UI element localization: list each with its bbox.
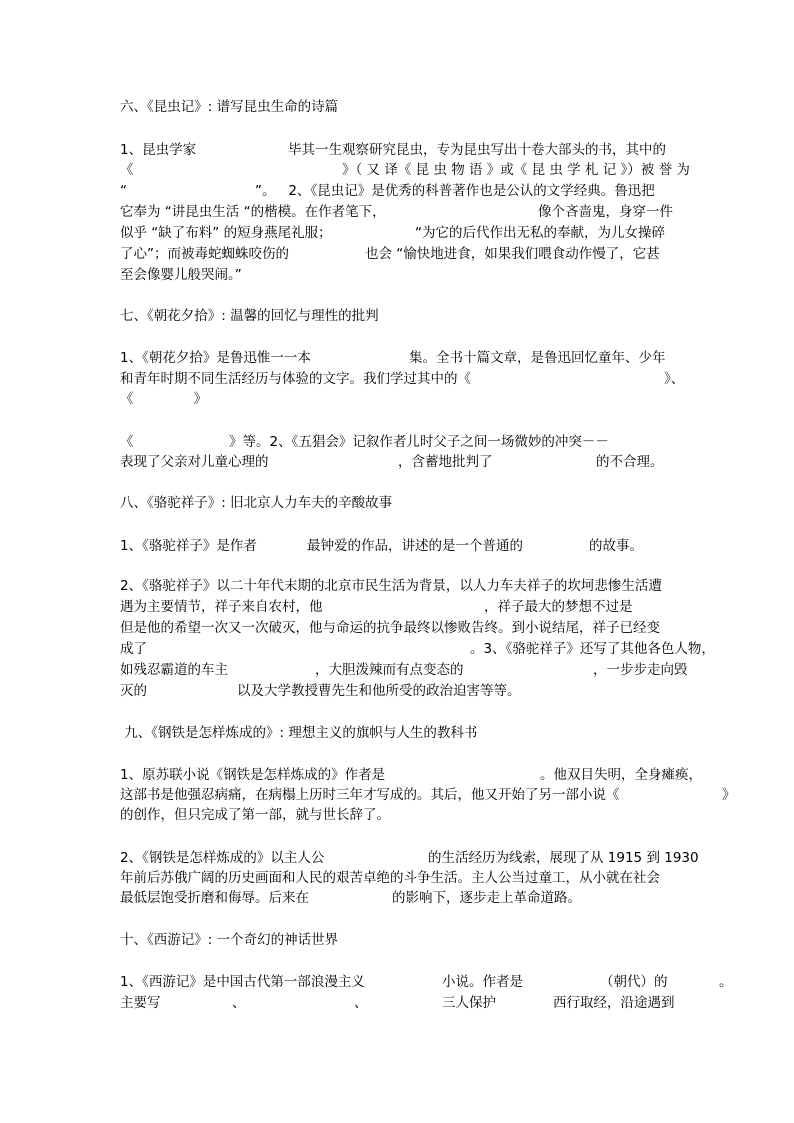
text-line: 最低层饱受折磨和侮辱。后来在	[120, 890, 309, 906]
text-line: 《	[120, 162, 134, 178]
text-line: 的影响下，逐步走上革命道路。	[392, 890, 581, 906]
text-line: 1、《西游记》是中国古代第一部浪漫主义	[120, 974, 365, 990]
text-line: 的不合理。	[596, 454, 664, 470]
text-line: 1、《朝花夕拾》是鲁迅惟一一本	[120, 350, 311, 366]
text-line: 但是他的希望一次又一次破灭，他与命运的抗争最终以惨败告终。到小说结尾，祥子已经变	[120, 620, 660, 636]
text-line: 。3、《骆驼祥子》还写了其他各色人物，	[470, 641, 715, 657]
text-line: 》（ 又 译《 昆 虫 物 语 》或《 昆 虫 学 札 记 》）被 誉 为	[342, 162, 690, 178]
text-line: ，大胆泼辣而有点变态的	[315, 662, 464, 678]
text-line: 》	[722, 787, 736, 803]
text-line: 》等。2、《五猖会》记叙作者儿时父子之间一场微妙的冲突－－	[229, 434, 609, 450]
text-line: 毕其一生观察研究昆虫，专为昆虫写出十卷大部头的书，其中的	[288, 142, 666, 158]
text-line: 最钟爱的作品，讲述的是一个普通的	[307, 538, 523, 554]
text-line: 》、	[664, 371, 685, 387]
text-line: 主要写	[120, 995, 161, 1011]
text-line: 2、《钢铁是怎样炼成的》以主人公	[120, 850, 325, 866]
text-line: 三人保护	[442, 995, 496, 1011]
text-line: 年前后苏俄广阔的历史画面和人民的艰苦卓绝的斗争生活。主人公当过童工，从小就在社会	[120, 870, 660, 886]
text-line: 如残忍霸道的车主	[120, 662, 228, 678]
text-line: 1、《骆驼祥子》是作者	[120, 538, 257, 554]
text-line: 的生活经历为线索，展现了从 1915 到 1930	[428, 850, 699, 866]
text-line: 小说。作者是	[442, 974, 523, 990]
text-line: 1、昆虫学家	[120, 142, 197, 158]
text-line: 西行取经，沿途遇到	[553, 995, 675, 1011]
section-8-heading: 八、《骆驼祥子》: 旧北京人力车夫的辛酸故事	[120, 495, 393, 511]
text-line: 这部书是他强忍病痛，在病榻上历时三年才写成的。其后，他又开始了另一部小说《	[120, 787, 620, 803]
text-line: 集。全书十篇文章，是鲁迅回忆童年、少年	[409, 350, 666, 366]
text-line: ，含蓄地批判了	[398, 454, 493, 470]
text-line: 成了	[120, 641, 147, 657]
text-line: 像个吝啬鬼，身穿一件	[538, 204, 673, 220]
text-line: “	[120, 183, 127, 199]
text-line: 它奉为 “讲昆虫生活 “的楷模。在作者笔下，	[120, 204, 386, 220]
text-line: （朝代）的	[600, 974, 668, 990]
text-line: 《	[120, 434, 134, 450]
text-line: 《 》	[120, 391, 208, 407]
section-7-heading: 七、《朝花夕拾》: 温馨的回忆与理性的批判	[120, 308, 379, 324]
text-line: 。	[719, 974, 733, 990]
text-line: 了心”；而被毒蛇蜘蛛咬伤的	[120, 246, 289, 262]
text-line: 至会像婴儿般哭闹。”	[120, 267, 242, 283]
section-10-heading: 十、《西游记》: 一个奇幻的神话世界	[120, 932, 339, 948]
text-line: 表现了父亲对儿童心理的	[120, 454, 269, 470]
text-line: 灭的	[120, 683, 147, 699]
text-line: 的故事。	[589, 538, 643, 554]
text-line: 。他双目失明，全身瘫痪，	[540, 767, 702, 783]
text-line: 的创作，但只完成了第一部，就与世长辞了。	[120, 807, 390, 823]
text-line: 、	[354, 995, 368, 1011]
text-line: ，一步步走向毁	[593, 662, 688, 678]
text-line: 1、原苏联小说《钢铁是怎样炼成的》作者是	[120, 767, 386, 783]
text-line: 、	[232, 995, 246, 1011]
text-line: 2、《骆驼祥子》以二十年代末期的北京市民生活为背景，以人力车夫祥子的坎坷悲惨生活遭	[120, 578, 662, 594]
text-line: ”。 2、《昆虫记》是优秀的科普著作也是公认的文学经典。鲁迅把	[255, 183, 655, 199]
section-6-heading: 六、《昆虫记》: 谱写昆虫生命的诗篇	[120, 99, 339, 115]
text-line: 遇为主要情节，祥子来自农村，他	[120, 599, 323, 615]
text-line: “为它的后代作出无私的奉献，为儿女操碎	[415, 225, 665, 241]
section-9-heading: 九、《钢铁是怎样炼成的》: 理想主义的旗帜与人生的教科书	[120, 725, 478, 741]
text-line: 和青年时期不同生活经历与体验的文字。我们学过其中的《	[120, 371, 471, 387]
text-line: 也会 “愉快地进食，如果我们喂食动作慢了，它甚	[365, 246, 660, 262]
text-line: 以及大学教授曹先生和他所受的政治迫害等等。	[237, 683, 521, 699]
text-line: ，祥子最大的梦想不过是	[484, 599, 633, 615]
text-line: 似乎 “缺了布料” 的短身燕尾礼服；	[120, 225, 332, 241]
